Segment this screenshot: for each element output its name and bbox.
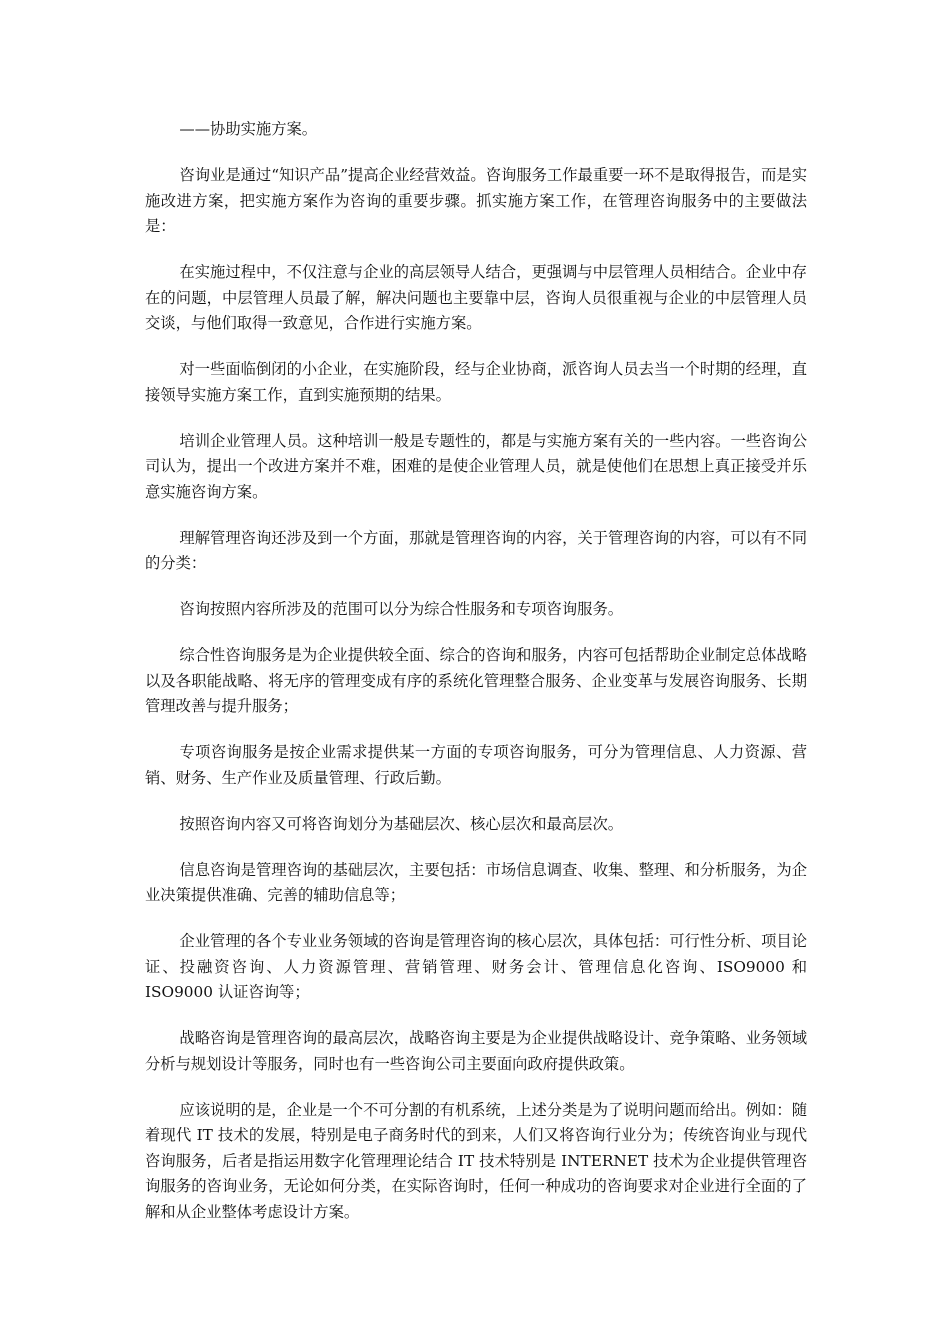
paragraph-3: 在实施过程中，不仅注意与企业的高层领导人结合，更强调与中层管理人员相结合。企业中存在的问题，中层管理人员最了解，解决问题也主要靠中层，咨询人员很重视与企业的中层管理人员交谈，与他们取得一致意见，合作进行实施方案。 [145,263,807,332]
paragraph-6: 理解管理咨询还涉及到一个方面，那就是管理咨询的内容，关于管理咨询的内容，可以有不同的分类： [145,528,807,572]
paragraph-12: 企业管理的各个专业业务领域的咨询是管理咨询的核心层次，具体包括：可行性分析、项目论证、投融资咨询、人力资源管理、营销管理、财务会计、管理信息化咨询、ISO9000 和 ISO9000 认证咨询等； [145,932,807,1001]
paragraph-10: 按照咨询内容又可将咨询划分为基础层次、核心层次和最高层次。 [179,814,624,833]
paragraph-2: 咨询业是通过“知识产品”提高企业经营效益。咨询服务工作最重要一环不是取得报告，而是实施改进方案，把实施方案作为咨询的重要步骤。抓实施方案工作，在管理咨询服务中的主要做法是： [145,166,807,235]
document-page [145,117,807,1225]
paragraph-5: 培训企业管理人员。这种培训一般是专题性的，都是与实施方案有关的一些内容。一些咨询公司认为，提出一个改进方案并不难，困难的是使企业管理人员，就是使他们在思想上真正接受并乐意实施咨询方案。 [145,431,807,501]
paragraph-11: 信息咨询是管理咨询的基础层次，主要包括：市场信息调查、收集、整理、和分析服务，为企业决策提供准确、完善的辅助信息等； [145,860,807,904]
paragraph-9: 专项咨询服务是按企业需求提供某一方面的专项咨询服务，可分为管理信息、人力资源、营销、财务、生产作业及质量管理、行政后勤。 [145,743,807,787]
paragraph-13: 战略咨询是管理咨询的最高层次，战略咨询主要是为企业提供战略设计、竞争策略、业务领域分析与规划设计等服务，同时也有一些咨询公司主要面向政府提供政策。 [145,1029,807,1073]
paragraph-8: 综合性咨询服务是为企业提供较全面、综合的咨询和服务，内容可包括帮助企业制定总体战略以及各职能战略、将无序的管理变成有序的系统化管理整合服务、企业变革与发展咨询服务、长期管理改善与提升服务； [145,646,807,715]
paragraph-7: 咨询按照内容所涉及的范围可以分为综合性服务和专项咨询服务。 [179,600,624,618]
paragraph-4: 对一些面临倒闭的小企业，在实施阶段，经与企业协商，派咨询人员去当一个时期的经理，直接领导实施方案工作，直到实施预期的结果。 [145,360,807,404]
paragraph-1: ——协助实施方案。 [179,120,318,138]
paragraph-14: 应该说明的是，企业是一个不可分割的有机系统，上述分类是为了说明问题而给出。例如：随着现代 IT 技术的发展，特别是电子商务时代的到来，人们又将咨询行业分为；传统咨询业与现代咨询服务，后者是指运用数字化管理理论结合 IT 技术特别是 INTERNET 技术为企业提供管理咨询服务的咨询业务，无论如何分类，在实际咨询时，任何一种成功的咨询要求对企业进行全面的了解和从企业整体考虑设计方案。 [145,1100,807,1221]
